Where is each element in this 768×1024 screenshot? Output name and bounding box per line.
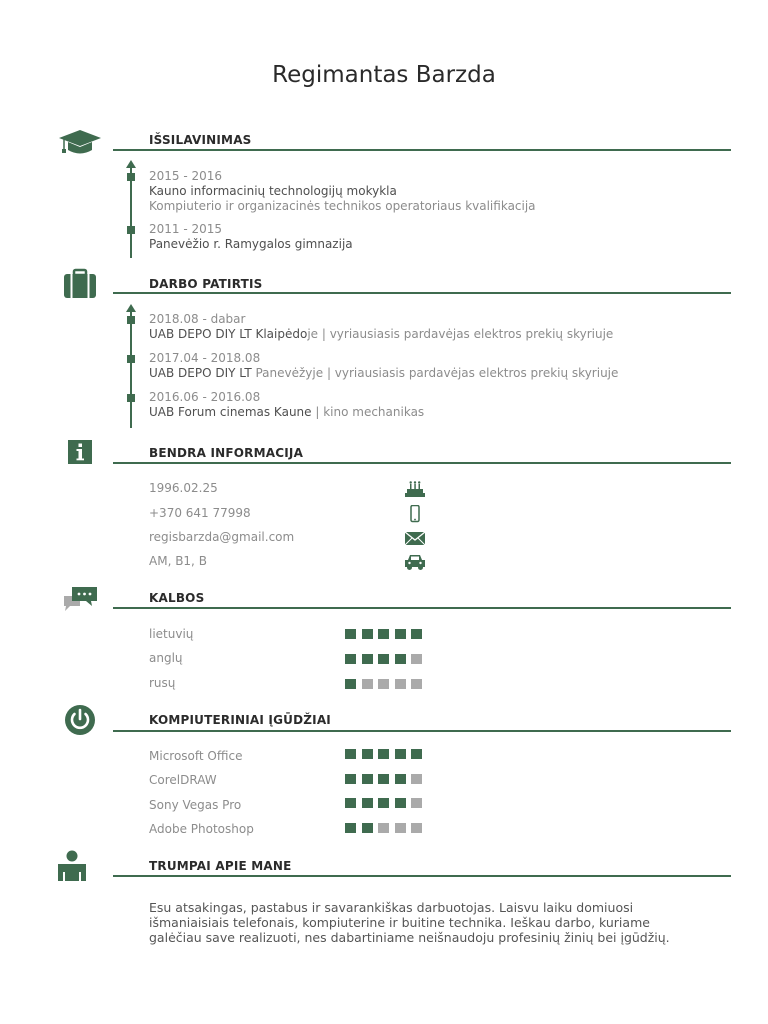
experience-role: | vyriausiasis pardavėjas elektros prekių skyriuje [318,327,614,341]
rating-square-filled [362,774,373,784]
experience-years: 2018.08 - dabar [149,312,246,326]
experience-role: | kino mechanikas [311,405,425,419]
education-title: IŠSILAVINIMAS [149,133,252,147]
birth-date: 1996.02.25 [149,481,218,495]
resume-name: Regimantas Barzda [272,62,496,88]
timeline-dot [127,355,135,363]
rating-square-empty [362,679,373,689]
rating-square-filled [362,654,373,664]
experience-title: DARBO PATIRTIS [149,277,263,291]
birthday-cake-icon [402,480,428,498]
experience-company: UAB DEPO DIY LT [149,366,252,380]
info-icon [58,436,102,472]
experience-line [149,327,613,341]
skill-rating [345,823,428,833]
email-address: regisbarzda@gmail.com [149,530,295,544]
power-icon [58,702,102,738]
rating-square-filled [345,679,356,689]
about-text: Esu atsakingas, pastabus ir savarankiškas darbuotojas. Laisvu laiku domiuosi išmaniaisiais telefonais, kompiuterine ir buitine technika. Ieškau darbo, kuriame galėčiau save realizuoti, nes dabartiniame neišnaudoju profesinių žinių bei įgūdžių. [149,900,670,945]
language-label: lietuvių [149,627,194,641]
experience-timeline [130,310,132,428]
rating-square-filled [411,749,422,759]
general-title: BENDRA INFORMACIJA [149,446,304,460]
rating-square-empty [411,798,422,808]
graduation-cap-icon [58,126,102,162]
rating-square-filled [362,629,373,639]
rating-square-empty [411,679,422,689]
rating-square-filled [345,774,356,784]
language-label: rusų [149,676,176,690]
phone-icon [402,505,428,523]
skill-rating [345,679,428,689]
experience-place: Panevėžyje [251,366,324,380]
education-divider [113,149,731,151]
experience-company: UAB DEPO DIY LT Klaipėdo [149,327,308,341]
rating-square-filled [395,774,406,784]
languages-title: KALBOS [149,591,205,605]
rating-square-filled [362,823,373,833]
rating-square-empty [411,654,422,664]
skill-label: Adobe Photoshop [149,822,254,836]
timeline-arrow-icon [126,304,136,312]
skill-rating [345,774,428,784]
experience-role: | vyriausiasis pardavėjas elektros prekių skyriuje [323,366,619,380]
languages-divider [113,607,731,609]
person-icon [58,848,102,884]
education-years: 2011 - 2015 [149,222,223,236]
rating-square-filled [345,749,356,759]
rating-square-filled [411,629,422,639]
rating-square-empty [395,823,406,833]
experience-company: UAB Forum cinemas Kaune [149,405,312,419]
education-school: Panevėžio r. Ramygalos gimnazija [149,237,353,251]
driving-licence: AM, B1, B [149,554,207,568]
envelope-icon [402,529,428,547]
about-divider [113,875,731,877]
education-school: Kauno informacinių technologijų mokykla [149,184,397,198]
chat-bubbles-icon [58,582,102,618]
rating-square-filled [378,654,389,664]
experience-years: 2017.04 - 2018.08 [149,351,261,365]
briefcase-icon [58,268,102,304]
about-title: TRUMPAI APIE MANE [149,859,292,873]
skill-rating [345,654,428,664]
rating-square-filled [378,798,389,808]
rating-square-empty [378,679,389,689]
rating-square-filled [362,749,373,759]
experience-line [149,366,618,380]
rating-square-empty [395,679,406,689]
experience-years: 2016.06 - 2016.08 [149,390,261,404]
car-icon [402,553,428,571]
experience-place: je [307,327,319,341]
rating-square-filled [345,798,356,808]
rating-square-empty [378,823,389,833]
rating-square-filled [395,798,406,808]
skill-rating [345,629,428,639]
rating-square-filled [345,823,356,833]
rating-square-filled [378,749,389,759]
skills-title: KOMPIUTERINIAI ĮGŪDŽIAI [149,713,331,727]
skill-rating [345,798,428,808]
phone-number: +370 641 77998 [149,506,251,520]
timeline-dot [127,173,135,181]
rating-square-empty [411,823,422,833]
education-years: 2015 - 2016 [149,169,223,183]
rating-square-filled [395,749,406,759]
timeline-dot [127,316,135,324]
timeline-dot [127,394,135,402]
rating-square-filled [378,629,389,639]
timeline-arrow-icon [126,160,136,168]
skill-label: Microsoft Office [149,749,243,763]
skills-divider [113,730,731,732]
rating-square-filled [378,774,389,784]
timeline-dot [127,226,135,234]
rating-square-filled [345,629,356,639]
experience-line [149,405,424,419]
rating-square-filled [345,654,356,664]
rating-square-filled [362,798,373,808]
language-label: anglų [149,651,183,665]
education-detail: Kompiuterio ir organizacinės technikos operatoriaus kvalifikacija [149,199,536,213]
skill-label: CorelDRAW [149,773,217,787]
rating-square-filled [395,654,406,664]
skill-label: Sony Vegas Pro [149,798,242,812]
skill-rating [345,749,428,759]
rating-square-empty [411,774,422,784]
experience-divider [113,292,731,294]
general-divider [113,462,731,464]
rating-square-filled [395,629,406,639]
